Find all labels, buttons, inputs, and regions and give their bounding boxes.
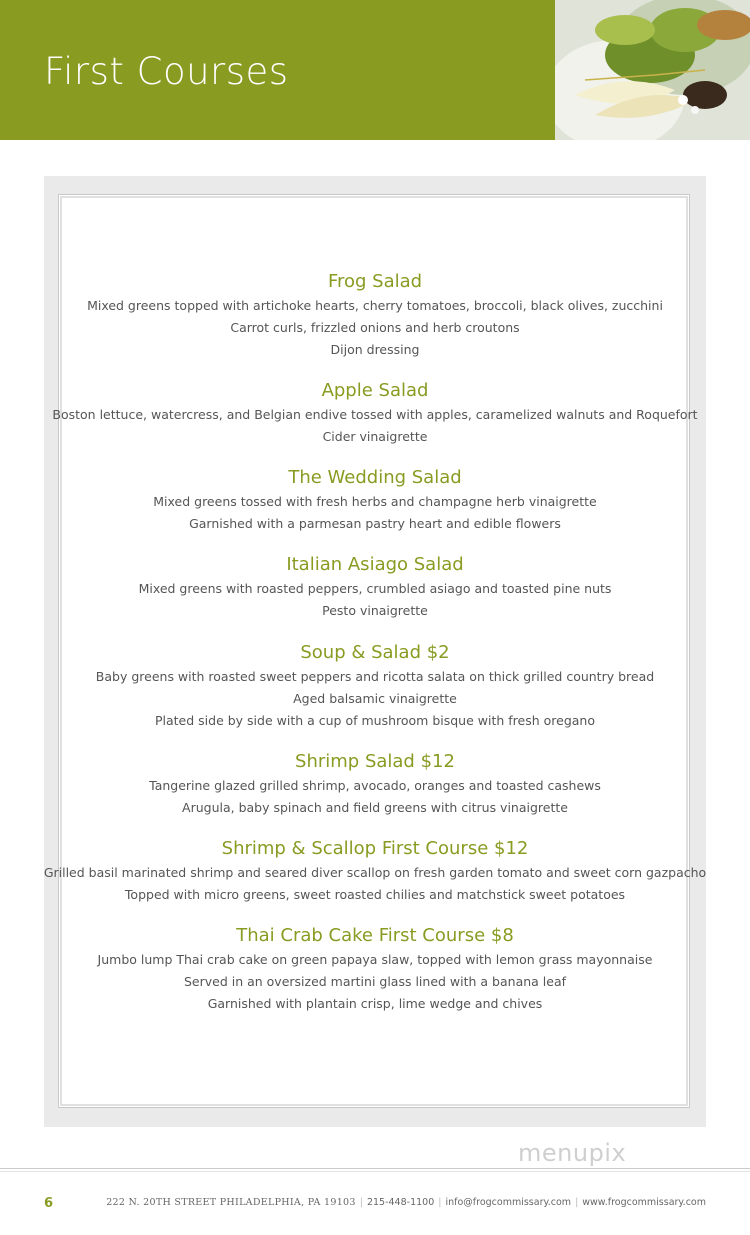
page-number: 6 xyxy=(44,1196,54,1211)
menu-item xyxy=(0,925,750,1015)
menu-item-title: Shrimp Salad $12 xyxy=(295,751,455,772)
menu-item-title: The Wedding Salad xyxy=(288,467,462,488)
menu-item xyxy=(0,380,750,448)
menu-item-desc: Aged balsamic vinaigrette xyxy=(293,691,457,706)
salad-photo xyxy=(555,0,750,140)
menu-item-desc: Baby greens with roasted sweet peppers and ricotta salata on thick grilled country bread xyxy=(95,669,655,684)
footer-divider xyxy=(0,1171,750,1172)
footer-contact xyxy=(106,1197,706,1208)
footer-separator: | xyxy=(438,1197,442,1208)
menu-item-title: Italian Asiago Salad xyxy=(286,554,464,575)
menu-item-desc: Pesto vinaigrette xyxy=(322,603,428,618)
menu-item-desc: Grilled basil marinated shrimp and seared diver scallop on fresh garden tomato and sweet corn gazpacho xyxy=(43,865,707,880)
menu-item xyxy=(0,271,750,361)
menu-item-desc: Arugula, baby spinach and field greens with citrus vinaigrette xyxy=(182,800,568,815)
footer-email[interactable]: info@frogcommissary.com xyxy=(445,1197,572,1208)
menu-item-desc: Mixed greens with roasted peppers, crumbled asiago and toasted pine nuts xyxy=(138,581,612,596)
menu-item-desc: Boston lettuce, watercress, and Belgian endive tossed with apples, caramelized walnuts and Roquefort xyxy=(52,407,698,422)
menu-item-desc: Jumbo lump Thai crab cake on green papaya slaw, topped with lemon grass mayonnaise xyxy=(97,952,653,967)
menu-item-desc: Carrot curls, frizzled onions and herb croutons xyxy=(230,320,520,335)
menu-item-desc: Cider vinaigrette xyxy=(322,429,428,444)
footer-address: 222 N. 20TH STREET PHILADELPHIA, PA 19103 xyxy=(106,1197,356,1208)
menu-item-desc: Dijon dressing xyxy=(330,342,420,357)
menu-item xyxy=(0,751,750,819)
menu-item xyxy=(0,554,750,622)
menu-item-title: Apple Salad xyxy=(321,380,429,401)
menu-item-desc: Garnished with plantain crisp, lime wedge and chives xyxy=(207,996,543,1011)
menu-item xyxy=(0,838,750,906)
menu-item-title: Shrimp & Scallop First Course $12 xyxy=(221,838,529,859)
menu-item-title: Thai Crab Cake First Course $8 xyxy=(236,925,514,946)
menu-item-title: Soup & Salad $2 xyxy=(300,642,450,663)
menu-item-desc: Served in an oversized martini glass lined with a banana leaf xyxy=(183,974,567,989)
watermark: menupix xyxy=(518,1139,627,1167)
menu-item-desc: Mixed greens tossed with fresh herbs and champagne herb vinaigrette xyxy=(153,494,597,509)
page-title: First Courses xyxy=(44,50,289,93)
menu-item-desc: Plated side by side with a cup of mushroom bisque with fresh oregano xyxy=(154,713,595,728)
menu-item-desc: Garnished with a parmesan pastry heart and edible flowers xyxy=(189,516,561,531)
menu-item-desc: Topped with micro greens, sweet roasted chilies and matchstick sweet potatoes xyxy=(124,887,626,902)
menu-item-desc: Mixed greens topped with artichoke hearts, cherry tomatoes, broccoli, black olives, zucchini xyxy=(87,298,663,313)
page-header xyxy=(0,0,555,140)
menu-item-title: Frog Salad xyxy=(327,271,423,292)
salad-photo-image xyxy=(555,0,750,140)
footer-divider xyxy=(0,1168,750,1169)
menu-item-desc: Tangerine glazed grilled shrimp, avocado, oranges and toasted cashews xyxy=(149,778,601,793)
menu-item xyxy=(0,642,750,732)
menu-item xyxy=(0,467,750,535)
footer-website[interactable]: www.frogcommissary.com xyxy=(582,1197,706,1208)
footer-phone: 215-448-1100 xyxy=(366,1197,435,1208)
footer-separator: | xyxy=(359,1197,363,1208)
footer-separator: | xyxy=(575,1197,579,1208)
